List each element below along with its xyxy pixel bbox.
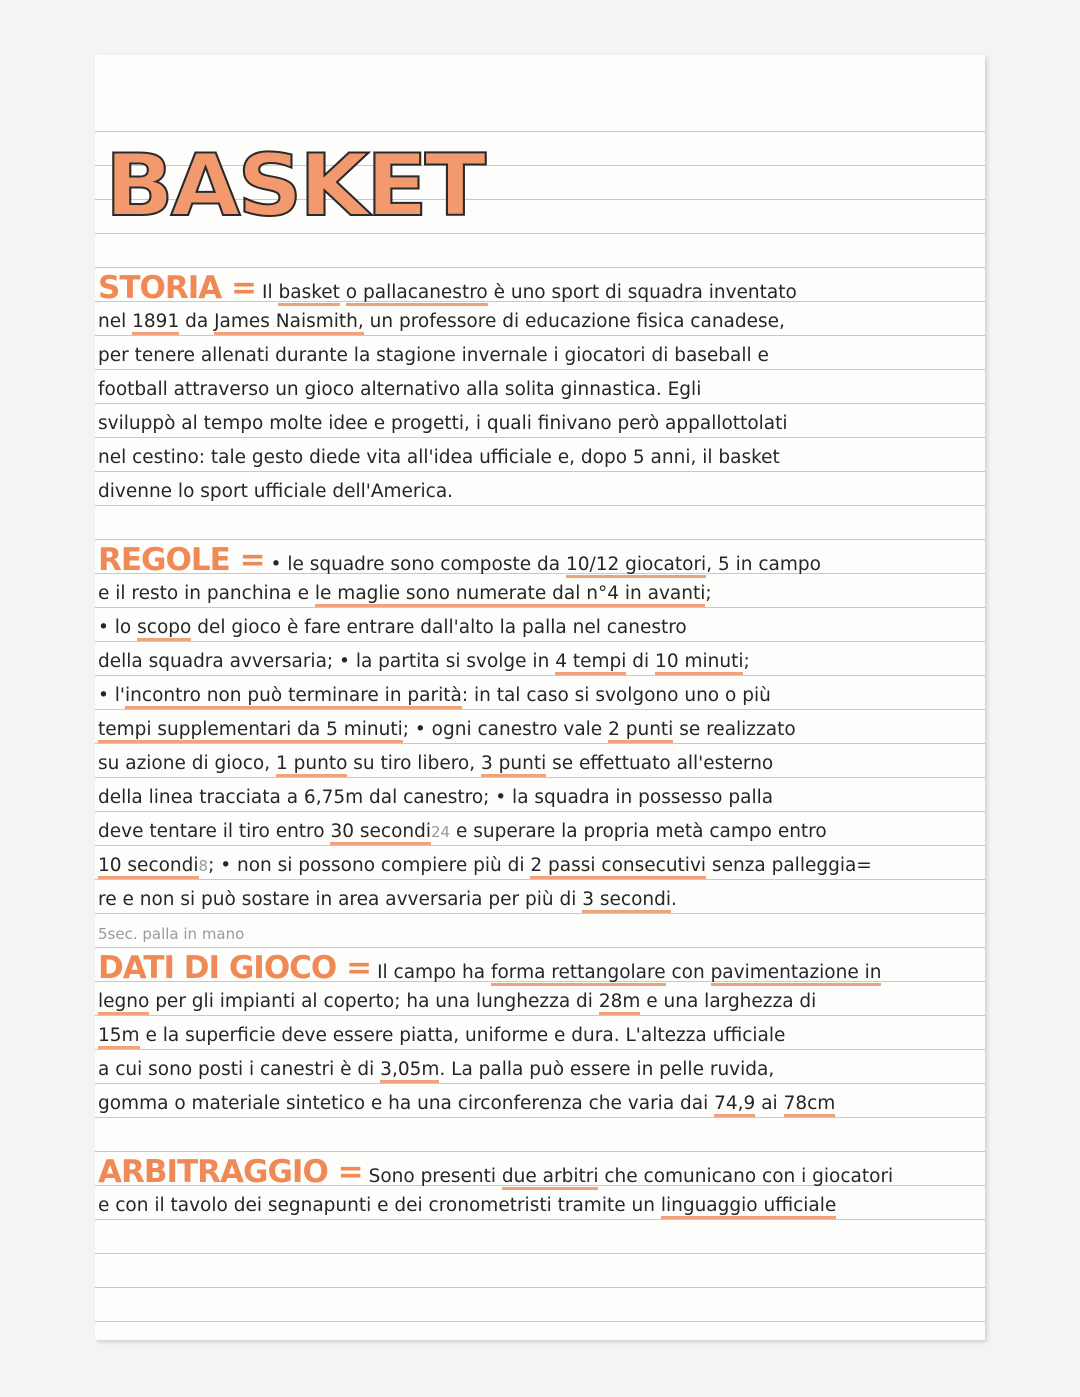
- note-text: , 5 in campo: [706, 554, 821, 575]
- note-text: che comunicano con i giocatori: [598, 1166, 894, 1187]
- note-text: senza palleggia=: [706, 855, 872, 876]
- note-text: e una larghezza di: [640, 991, 817, 1012]
- note-line: [98, 305, 983, 339]
- note-text: e superare la propria metà campo entro: [450, 821, 827, 842]
- note-text: e con il tavolo dei segnapunti e dei cronometristi tramite un: [98, 1195, 661, 1216]
- highlighted-text: 10 secondi: [98, 855, 199, 879]
- note-line: [98, 611, 983, 645]
- highlighted-text: 78cm: [784, 1093, 836, 1117]
- highlighted-text: incontro non può terminare in parità: [125, 685, 462, 709]
- highlighted-text: 74,9: [714, 1093, 755, 1117]
- highlighted-text: 10 minuti: [655, 651, 743, 675]
- note-text: se realizzato: [673, 719, 796, 740]
- note-text: .: [671, 889, 677, 910]
- note-line: [98, 441, 983, 475]
- note-text: Il campo ha: [377, 962, 491, 983]
- note-line: [98, 339, 983, 373]
- note-line: [98, 849, 983, 883]
- note-line: [98, 815, 983, 849]
- highlighted-text: legno: [98, 991, 149, 1015]
- note-text: deve tentare il tiro entro: [98, 821, 331, 842]
- note-line: [98, 951, 983, 985]
- highlighted-text: forma rettangolare: [491, 962, 666, 986]
- note-text: per gli impianti al coperto; ha una lunghezza di: [149, 991, 599, 1012]
- note-text: nel cestino: tale gesto diede vita all'idea ufficiale e, dopo 5 anni, il basket: [98, 447, 780, 468]
- note-text: • l': [98, 685, 126, 706]
- note-line: [98, 713, 983, 747]
- note-line: [98, 373, 983, 407]
- note-line: [98, 883, 983, 917]
- note-text: • lo: [98, 617, 138, 638]
- highlighted-text: pavimentazione in: [711, 962, 882, 986]
- note-text: re e non si può sostare in area avversaria per più di: [98, 889, 583, 910]
- note-line: [98, 1155, 983, 1189]
- note-line: [98, 543, 983, 577]
- highlighted-text: 4 tempi: [555, 651, 626, 675]
- note-text: un professore di educazione fisica canadese,: [363, 311, 785, 332]
- note-line: [98, 475, 983, 509]
- note-line: [98, 1087, 983, 1121]
- note-text: da: [179, 311, 215, 332]
- note-line: [98, 985, 983, 1019]
- note-text: . La palla può essere in pelle ruvida,: [439, 1059, 775, 1080]
- note-text: a cui sono posti i canestri è di: [98, 1059, 381, 1080]
- note-text: e la superficie deve essere piatta, uniforme e dura. L'altezza ufficiale: [139, 1025, 786, 1046]
- highlighted-text: 28m: [599, 991, 641, 1015]
- note-text: con: [665, 962, 711, 983]
- highlighted-text: 3 secondi: [582, 889, 671, 913]
- note-line: [98, 271, 983, 305]
- highlighted-text: 1891: [132, 311, 179, 335]
- note-text: della linea tracciata a 6,75m dal canestro; • la squadra in possesso palla: [98, 787, 774, 808]
- section-heading: DATI DI GIOCO =: [98, 950, 372, 986]
- note-text: nel: [98, 311, 133, 332]
- highlighted-text: o pallacanestro: [346, 282, 488, 306]
- note-text: è uno sport di squadra inventato: [487, 282, 797, 303]
- highlighted-text: 1 punto: [276, 753, 347, 777]
- highlighted-text: scopo: [137, 617, 191, 641]
- highlighted-text: due arbitri: [502, 1166, 599, 1190]
- note-text: se effettuato all'esterno: [546, 753, 774, 774]
- note-line: [98, 1189, 983, 1223]
- note-text: ai: [755, 1093, 784, 1114]
- note-text: : in tal caso si svolgono uno o più: [461, 685, 771, 706]
- note-text: Sono presenti: [368, 1166, 502, 1187]
- note-text: • le squadre sono composte da: [270, 554, 566, 575]
- note-line: [98, 747, 983, 781]
- highlighted-text: linguaggio ufficiale: [661, 1195, 836, 1219]
- note-text: su tiro libero,: [347, 753, 481, 774]
- highlighted-text: 30 secondi: [330, 821, 431, 845]
- note-text: ; • ogni canestro vale: [402, 719, 609, 740]
- note-text: Il: [262, 282, 279, 303]
- note-text: ;: [705, 583, 712, 604]
- note-text: su azione di gioco,: [98, 753, 276, 774]
- section-heading: ARBITRAGGIO =: [98, 1154, 363, 1190]
- highlighted-text: 15m: [98, 1025, 140, 1049]
- highlighted-text: basket: [278, 282, 339, 306]
- note-text: sviluppò al tempo molte idee e progetti, i quali finivano però appallottolati: [98, 413, 788, 434]
- page-title: BASKET: [105, 136, 484, 236]
- note-text: e il resto in panchina e: [98, 583, 315, 604]
- note-text: gomma o materiale sintetico e ha una circonferenza che varia dai: [98, 1093, 715, 1114]
- margin-note: 24: [431, 823, 451, 841]
- section-heading: STORIA =: [98, 270, 256, 306]
- highlighted-text: tempi supplementari da 5 minuti: [98, 719, 403, 743]
- note-text: della squadra avversaria; • la partita si svolge in: [98, 651, 556, 672]
- note-line: [98, 781, 983, 815]
- note-text: ; • non si possono compiere più di: [208, 855, 531, 876]
- highlighted-text: le maglie sono numerate dal n°4 in avanti: [315, 583, 705, 607]
- note-line: [98, 645, 983, 679]
- note-line: [98, 1121, 983, 1155]
- note-line: [98, 509, 983, 543]
- note-text: [340, 282, 346, 303]
- note-text: del gioco è fare entrare dall'alto la palla nel canestro: [191, 617, 687, 638]
- note-line: [98, 577, 983, 611]
- note-text: di: [626, 651, 656, 672]
- highlighted-text: 10/12 giocatori: [566, 554, 706, 578]
- note-line: [98, 1053, 983, 1087]
- highlighted-text: 3 punti: [481, 753, 546, 777]
- section-heading: REGOLE =: [98, 542, 265, 578]
- highlighted-text: James Naismith,: [214, 311, 364, 335]
- note-text: football attraverso un gioco alternativo alla solita ginnastica. Egli: [98, 379, 702, 400]
- note-line: [98, 679, 983, 713]
- margin-note: 8: [198, 857, 209, 875]
- highlighted-text: 2 punti: [608, 719, 673, 743]
- note-line: [98, 407, 983, 441]
- note-text: per tenere allenati durante la stagione invernale i giocatori di baseball e: [98, 345, 769, 366]
- note-line: [98, 917, 983, 951]
- highlighted-text: 3,05m: [380, 1059, 439, 1083]
- note-line: [98, 1019, 983, 1053]
- note-text: ;: [743, 651, 750, 672]
- margin-note: 5sec. palla in mano: [98, 925, 245, 943]
- highlighted-text: 2 passi consecutivi: [530, 855, 706, 879]
- note-text: divenne lo sport ufficiale dell'America.: [98, 481, 454, 502]
